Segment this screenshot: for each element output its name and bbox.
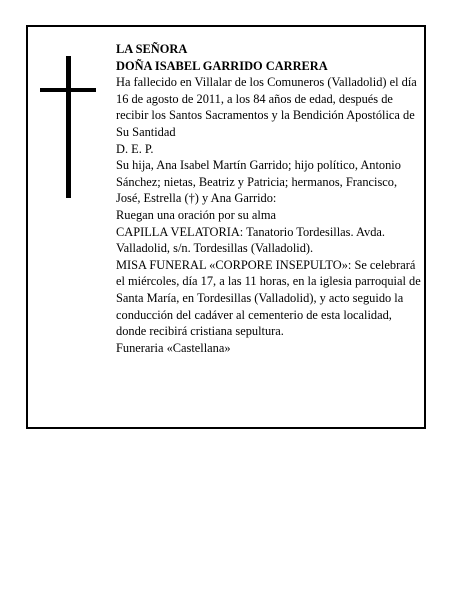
cross-horizontal-bar [40,88,96,92]
cross-vertical-bar [66,56,71,198]
funeral-mass-info: MISA FUNERAL «CORPORE INSEPULTO»: Se celebrará el miércoles, día 17, a las 11 horas, en la iglesia parroquial de Santa María, en Tordesillas (Valladolid), y acto seguido la conducción del cadáver al cementerio de esta localidad, donde recibirá cristiana sepultura. [116,257,421,339]
obituary-notice [26,25,426,429]
funeral-home: Funeraria «Castellana» [116,340,231,355]
cross-icon [40,56,96,198]
chapel-info: CAPILLA VELATORIA: Tanatorio Tordesillas. Avda. Valladolid, s/n. Tordesillas (Valladolid). [116,224,386,256]
prayer-request: Ruegan una oración por su alma [116,207,276,222]
notice-title: LA SEÑORA [116,42,188,56]
death-info: Ha fallecido en Villalar de los Comuneros (Valladolid) el día 16 de agosto de 2011, a los 84 años de edad, después de recibir los Santos Sacramentos y la Bendición Apostólica de Su Santidad [116,75,417,139]
obituary-text [116,41,422,356]
dep-line: D. E. P. [116,141,154,156]
deceased-name: DOÑA ISABEL GARRIDO CARRERA [116,58,328,73]
family-list: Su hija, Ana Isabel Martín Garrido; hijo político, Antonio Sánchez; nietas, Beatriz y Patricia; hermanos, Francisco, José, Estrella (†) y Ana Garrido: [116,158,401,206]
